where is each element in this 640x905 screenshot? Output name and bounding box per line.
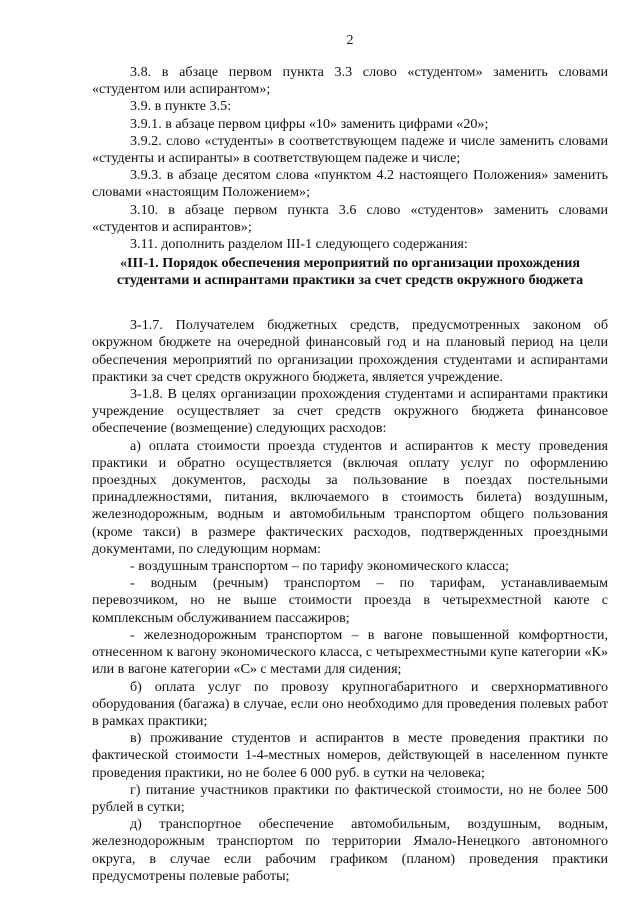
section-heading: «III-1. Порядок обеспечения мероприятий по организации прохождения студентами и аспирантами практики за счет средств окружного бюджета (116, 255, 584, 289)
paragraph-rail-transport: - железнодорожным транспортом – в вагоне повышенной комфортности, отнесенном к вагону экономического класса, с четырехместными купе категории «К» или в вагоне категории «С» с местами для сидения; (92, 626, 608, 678)
paragraph-item-d: д) транспортное обеспечение автомобильным, воздушным, водным, железнодорожным транспортом по территории Ямало-Ненецкого автономного округа, в случае если рабочим графиком (планом) проведения практики предусмотрены полевые работы; (92, 816, 608, 884)
paragraph-item-b: б) оплата услуг по провозу крупногабаритного и сверхнормативного оборудования (багажа) в случае, если оно необходимо для проведения полевых работ в рамках практики; (92, 678, 608, 729)
paragraph-item-v: в) проживание студентов и аспирантов в месте проведения практики по фактической стоимости 1-4-местных номеров, действующей в населенном пункте проведения практики, но не более 6 000 руб. в сутки на человека; (92, 730, 608, 781)
paragraph-3-8: 3.8. в абзаце первом пункта 3.3 слово «студентом» заменить словами «студентом или аспирантом»; (92, 64, 608, 98)
document-page (92, 32, 608, 885)
page-number: 2 (346, 33, 354, 48)
paragraph-3-9-2: 3.9.2. слово «студенты» в соответствующем падеже и числе заменить словами «студенты и аспиранты» в соответствующем падеже и числе; (92, 132, 608, 167)
paragraph-water-transport: - водным (речным) транспортом – по тарифам, устанавливаемым перевозчиком, но не выше стоимости проезда в четырехместной каюте с комплексным обслуживанием пассажиров; (92, 575, 608, 626)
paragraph-3-9: 3.9. в пункте 3.5: (130, 98, 232, 115)
paragraph-3-1-8: 3-1.8. В целях организации прохождения студентами и аспирантами практики учреждение осуществляет за счет средств окружного бюджета финансовое обеспечение (возмещение) следующих расходов: (92, 386, 608, 437)
paragraph-3-11: 3.11. дополнить разделом III-1 следующего содержания: (130, 236, 468, 253)
paragraph-air-transport: - воздушным транспортом – по тарифу экономического класса; (130, 558, 510, 575)
paragraph-3-1-7: 3-1.7. Получателем бюджетных средств, предусмотренных законом об окружном бюджете на очередной финансовый год и на плановый период на цели обеспечения мероприятий по организации прохождения студентами и аспирантами практики за счет средств окружного бюджета, является учреждение. (92, 317, 608, 385)
paragraph-item-g: г) питание участников практики по фактической стоимости, но не более 500 рублей в сутки; (92, 781, 608, 815)
paragraph-3-9-3: 3.9.3. в абзаце десятом слова «пунктом 4.2 настоящего Положения» заменить словами «настоящим Положением»; (92, 167, 608, 201)
paragraph-3-10: 3.10. в абзаце первом пункта 3.6 слово «студентов» заменить словами «студентов и аспирантов»; (92, 201, 608, 235)
paragraph-3-9-1: 3.9.1. в абзаце первом цифры «10» заменить цифрами «20»; (130, 115, 489, 132)
paragraph-item-a: а) оплата стоимости проезда студентов и аспирантов к месту проведения практики и обратно осуществляется (включая оплату услуг по оформлению проездных документов, расходы за пользование в поездах постельными принадлежностями, питания, включаемого в стоимость билета) воздушным, железнодорожным, водным и автомобильным транспортом общего пользования (кроме такси) в размере фактических расходов, подтвержденных проездными документами, по следующим нормам: (92, 437, 608, 557)
